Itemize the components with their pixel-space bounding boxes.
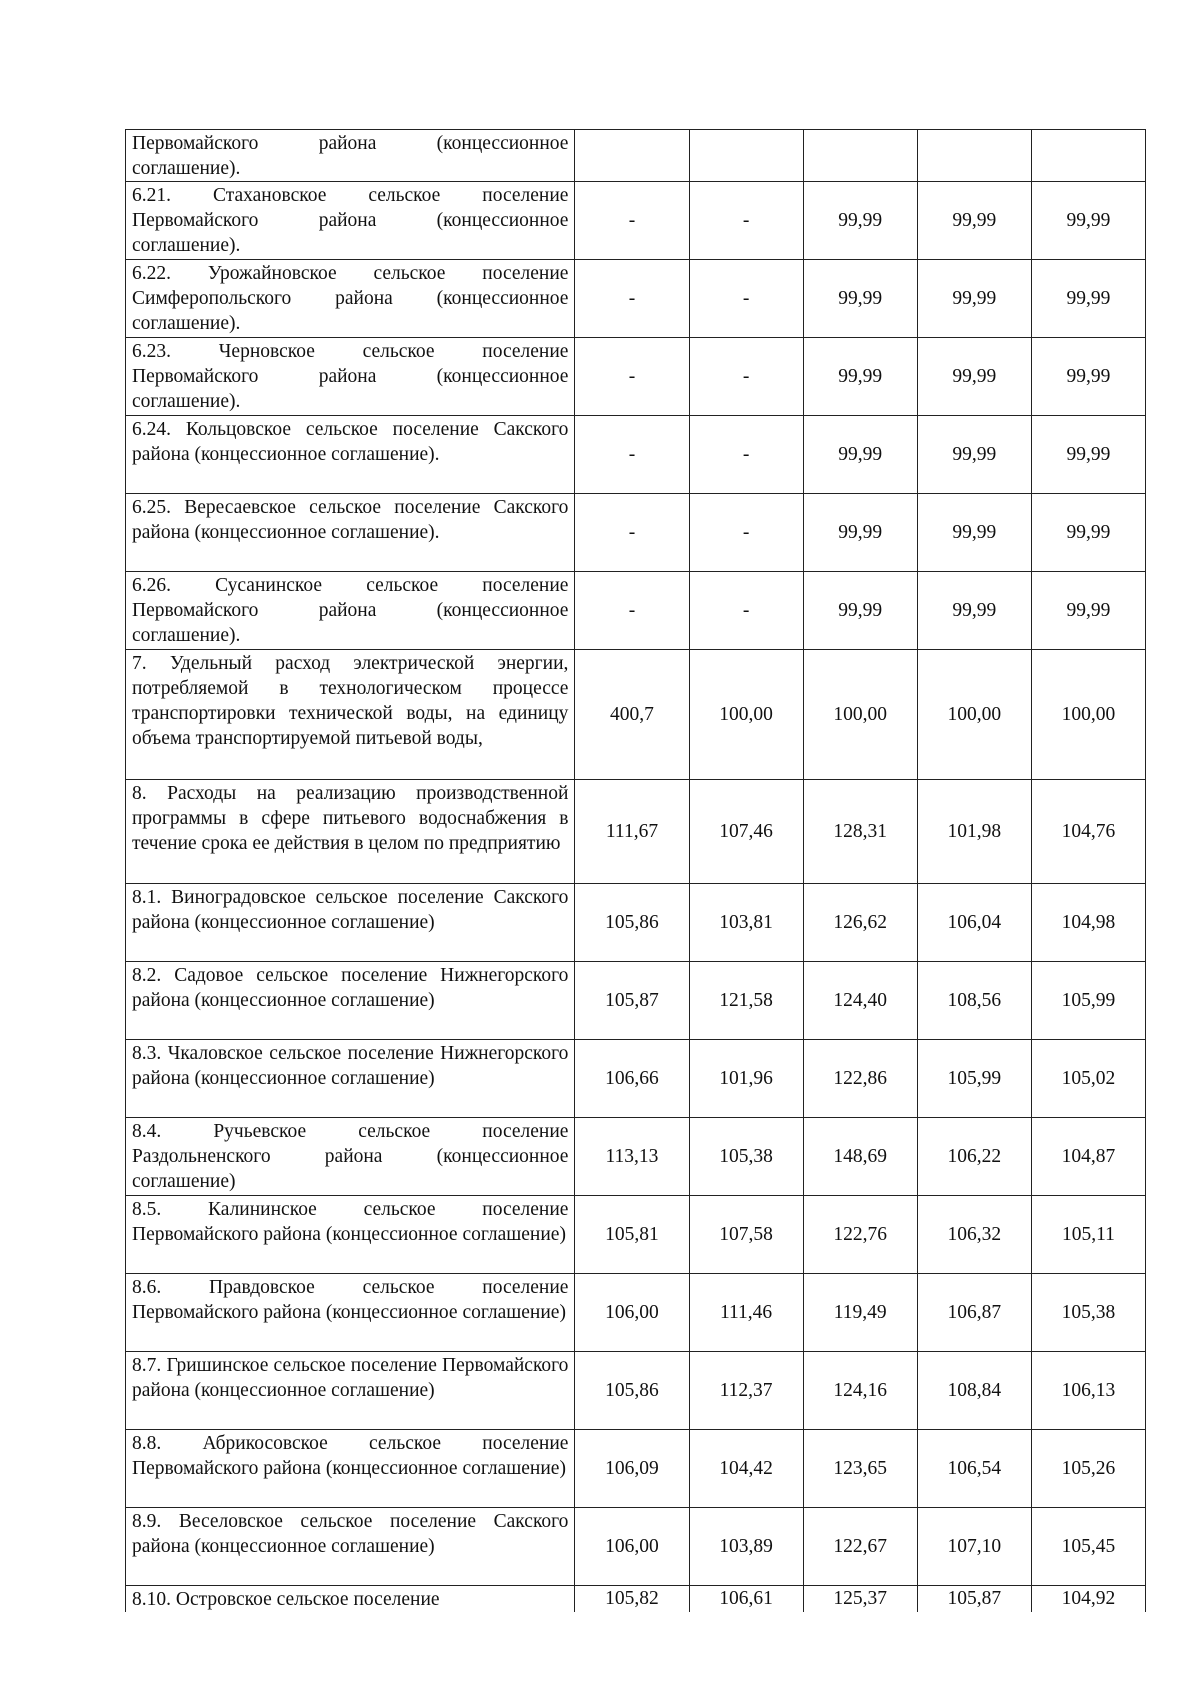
value-cell: 99,99	[803, 416, 917, 494]
value-cell: 105,86	[575, 884, 689, 962]
value-cell: -	[689, 494, 803, 572]
table-row	[126, 1196, 1146, 1274]
value-cell: 124,40	[803, 962, 917, 1040]
value-cell: 106,09	[575, 1430, 689, 1508]
value-cell: 107,46	[689, 780, 803, 884]
table-row	[126, 1274, 1146, 1352]
value-cell: 126,62	[803, 884, 917, 962]
value-cell: 99,99	[917, 182, 1031, 260]
value-cell: 122,76	[803, 1196, 917, 1274]
table-row	[126, 884, 1146, 962]
value-cell: -	[575, 338, 689, 416]
value-cell: -	[575, 494, 689, 572]
value-cell: 101,98	[917, 780, 1031, 884]
value-cell: 104,42	[689, 1430, 803, 1508]
table-row	[126, 260, 1146, 338]
value-cell: -	[575, 182, 689, 260]
value-cell: 99,99	[917, 572, 1031, 650]
value-cell: 108,56	[917, 962, 1031, 1040]
row-label: 8.10. Островское сельское поселение	[126, 1586, 575, 1613]
row-label: Первомайского района (концессионное соглашение).	[126, 130, 575, 182]
value-cell: 125,37	[803, 1586, 917, 1613]
value-cell	[689, 130, 803, 182]
row-label: 8.3. Чкаловское сельское поселение Нижнегорского района (концессионное соглашение)	[126, 1040, 575, 1118]
value-cell: 106,22	[917, 1118, 1031, 1196]
value-cell: 105,99	[1031, 962, 1145, 1040]
value-cell: 107,10	[917, 1508, 1031, 1586]
value-cell: 99,99	[803, 572, 917, 650]
value-cell: 106,04	[917, 884, 1031, 962]
row-label: 6.24. Кольцовское сельское поселение Сакского района (концессионное соглашение).	[126, 416, 575, 494]
value-cell: 106,61	[689, 1586, 803, 1613]
value-cell: 99,99	[803, 260, 917, 338]
value-cell: -	[689, 416, 803, 494]
table-row	[126, 780, 1146, 884]
table-row	[126, 962, 1146, 1040]
value-cell: 99,99	[917, 260, 1031, 338]
value-cell: 121,58	[689, 962, 803, 1040]
value-cell: 105,38	[1031, 1274, 1145, 1352]
value-cell: 99,99	[1031, 416, 1145, 494]
table-row	[126, 182, 1146, 260]
value-cell: 108,84	[917, 1352, 1031, 1430]
value-cell: 99,99	[1031, 572, 1145, 650]
value-cell: 103,89	[689, 1508, 803, 1586]
value-cell: 122,86	[803, 1040, 917, 1118]
row-label: 8.8. Абрикосовское сельское поселение Первомайского района (концессионное соглашение)	[126, 1430, 575, 1508]
value-cell: 123,65	[803, 1430, 917, 1508]
value-cell: -	[689, 260, 803, 338]
value-cell: 105,99	[917, 1040, 1031, 1118]
value-cell: 106,00	[575, 1274, 689, 1352]
table-row	[126, 572, 1146, 650]
value-cell: 100,00	[689, 650, 803, 780]
value-cell: 107,58	[689, 1196, 803, 1274]
value-cell: 113,13	[575, 1118, 689, 1196]
row-label: 6.23. Черновское сельское поселение Первомайского района (концессионное соглашение).	[126, 338, 575, 416]
value-cell: 111,67	[575, 780, 689, 884]
row-label: 6.26. Сусанинское сельское поселение Первомайского района (концессионное соглашение).	[126, 572, 575, 650]
value-cell: -	[575, 416, 689, 494]
value-cell: 104,87	[1031, 1118, 1145, 1196]
value-cell: 106,54	[917, 1430, 1031, 1508]
value-cell	[575, 130, 689, 182]
table-row	[126, 416, 1146, 494]
value-cell: 103,81	[689, 884, 803, 962]
value-cell: 99,99	[1031, 182, 1145, 260]
value-cell: 111,46	[689, 1274, 803, 1352]
row-label: 7. Удельный расход электрической энергии, потребляемой в технологическом процессе транспортировки технической воды, на единицу объема транспортируемой питьевой воды,	[126, 650, 575, 780]
table-row	[126, 1508, 1146, 1586]
value-cell: 99,99	[803, 182, 917, 260]
value-cell: 128,31	[803, 780, 917, 884]
value-cell: 105,02	[1031, 1040, 1145, 1118]
row-label: 6.25. Вересаевское сельское поселение Сакского района (концессионное соглашение).	[126, 494, 575, 572]
value-cell: 100,00	[1031, 650, 1145, 780]
value-cell: 105,86	[575, 1352, 689, 1430]
value-cell: 99,99	[917, 494, 1031, 572]
value-cell: 101,96	[689, 1040, 803, 1118]
value-cell: 122,67	[803, 1508, 917, 1586]
data-table	[125, 129, 1146, 1612]
value-cell: 124,16	[803, 1352, 917, 1430]
value-cell: -	[689, 572, 803, 650]
value-cell: 105,87	[917, 1586, 1031, 1613]
value-cell: 104,98	[1031, 884, 1145, 962]
value-cell: 105,11	[1031, 1196, 1145, 1274]
value-cell: 148,69	[803, 1118, 917, 1196]
value-cell: 106,66	[575, 1040, 689, 1118]
value-cell: -	[575, 260, 689, 338]
value-cell: 106,00	[575, 1508, 689, 1586]
table-row	[126, 494, 1146, 572]
value-cell: 99,99	[917, 338, 1031, 416]
value-cell: 106,13	[1031, 1352, 1145, 1430]
table-body	[126, 130, 1146, 1613]
value-cell: 105,82	[575, 1586, 689, 1613]
value-cell: 104,92	[1031, 1586, 1145, 1613]
value-cell: 104,76	[1031, 780, 1145, 884]
row-label: 8.6. Правдовское сельское поселение Первомайского района (концессионное соглашение)	[126, 1274, 575, 1352]
value-cell: -	[689, 182, 803, 260]
value-cell	[917, 130, 1031, 182]
value-cell: 106,32	[917, 1196, 1031, 1274]
row-label: 8.4. Ручьевское сельское поселение Раздольненского района (концессионное соглашение)	[126, 1118, 575, 1196]
row-label: 8.5. Калининское сельское поселение Первомайского района (концессионное соглашение)	[126, 1196, 575, 1274]
table-row	[126, 130, 1146, 182]
value-cell: 105,45	[1031, 1508, 1145, 1586]
table-row	[126, 1430, 1146, 1508]
row-label: 8.1. Виноградовское сельское поселение Сакского района (концессионное соглашение)	[126, 884, 575, 962]
value-cell	[1031, 130, 1145, 182]
table-row	[126, 1352, 1146, 1430]
value-cell: 105,81	[575, 1196, 689, 1274]
value-cell: 99,99	[803, 338, 917, 416]
value-cell: 119,49	[803, 1274, 917, 1352]
row-label: 8. Расходы на реализацию производственной программы в сфере питьевого водоснабжения в течение срока ее действия в целом по предприятию	[126, 780, 575, 884]
value-cell: 99,99	[1031, 494, 1145, 572]
value-cell: -	[689, 338, 803, 416]
table-row	[126, 1586, 1146, 1613]
row-label: 8.7. Гришинское сельское поселение Первомайского района (концессионное соглашение)	[126, 1352, 575, 1430]
value-cell: 100,00	[803, 650, 917, 780]
value-cell: 105,87	[575, 962, 689, 1040]
row-label: 8.2. Садовое сельское поселение Нижнегорского района (концессионное соглашение)	[126, 962, 575, 1040]
value-cell: 99,99	[1031, 260, 1145, 338]
value-cell: 105,26	[1031, 1430, 1145, 1508]
value-cell: 400,7	[575, 650, 689, 780]
value-cell: 105,38	[689, 1118, 803, 1196]
value-cell: 99,99	[1031, 338, 1145, 416]
value-cell: 99,99	[803, 494, 917, 572]
value-cell: 99,99	[917, 416, 1031, 494]
row-label: 6.22. Урожайновское сельское поселение Симферопольского района (концессионное соглашение).	[126, 260, 575, 338]
table-row	[126, 338, 1146, 416]
table-row	[126, 1040, 1146, 1118]
row-label: 6.21. Стахановское сельское поселение Первомайского района (концессионное соглашение).	[126, 182, 575, 260]
value-cell: 106,87	[917, 1274, 1031, 1352]
value-cell: 112,37	[689, 1352, 803, 1430]
value-cell: 100,00	[917, 650, 1031, 780]
table-row	[126, 650, 1146, 780]
value-cell: -	[575, 572, 689, 650]
value-cell	[803, 130, 917, 182]
row-label: 8.9. Веселовское сельское поселение Сакского района (концессионное соглашение)	[126, 1508, 575, 1586]
table-row	[126, 1118, 1146, 1196]
